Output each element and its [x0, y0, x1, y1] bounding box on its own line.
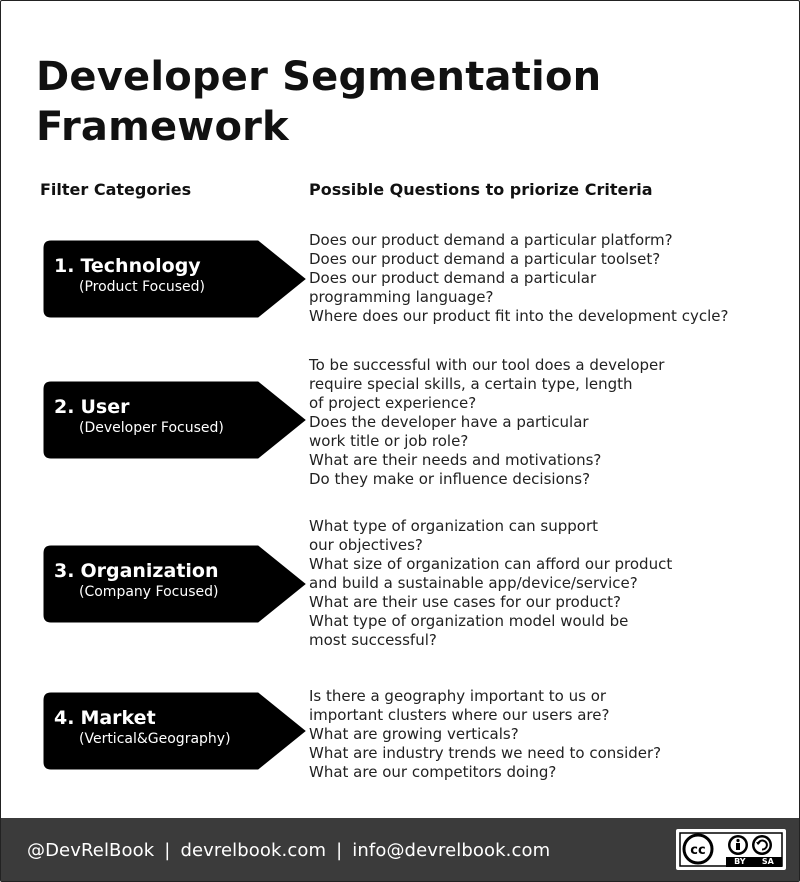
website-link[interactable]: devrelbook.com	[180, 840, 327, 861]
category-subtitle: (Developer Focused)	[79, 420, 224, 436]
twitter-handle-link[interactable]: @DevRelBook	[27, 840, 155, 861]
category-market	[43, 692, 306, 770]
footer	[1, 818, 799, 881]
footer-separator: |	[164, 840, 171, 861]
email-link[interactable]: info@devrelbook.com	[352, 840, 551, 861]
category-name: 4. Market	[54, 707, 156, 729]
cc-sa-label: SA	[761, 857, 774, 866]
category-technology	[43, 240, 306, 318]
category-subtitle: (Vertical&Geography)	[79, 731, 231, 747]
category-number: 4.	[54, 707, 75, 729]
category-number: 2.	[54, 396, 75, 418]
category-name: 1. Technology	[54, 255, 201, 277]
cc-glyph: cc	[690, 843, 706, 858]
category-number: 1.	[54, 255, 75, 277]
question-line: Does our product demand a particular	[309, 269, 597, 287]
category-organization	[43, 545, 306, 623]
question-line: Does the developer have a particular	[309, 413, 589, 431]
category-name: 3. Organization	[54, 560, 219, 582]
question-line: What are their use cases for our product?	[309, 593, 621, 611]
question-line: What are their needs and motivations?	[309, 451, 602, 469]
page-title: Developer Segmentation Framework	[36, 54, 602, 150]
question-line: Does our product demand a particular toolset?	[309, 250, 661, 268]
category-number: 3.	[54, 560, 75, 582]
question-line: Does our product demand a particular platform?	[309, 231, 673, 249]
question-line: What type of organization can support	[309, 517, 599, 535]
questions-technology	[309, 231, 728, 326]
question-line: our objectives?	[309, 536, 423, 554]
question-line: To be successful with our tool does a developer	[309, 356, 665, 374]
questions-header: Possible Questions to priorize Criteria	[309, 180, 653, 199]
question-line: Where does our product fit into the development cycle?	[309, 307, 729, 325]
question-line: require special skills, a certain type, length	[309, 375, 633, 393]
questions-organization	[309, 517, 672, 650]
cc-labels	[726, 857, 782, 867]
footer-separator: |	[336, 840, 343, 861]
question-line: What type of organization model would be	[309, 612, 629, 630]
category-subtitle: (Product Focused)	[79, 279, 206, 295]
question-line: Is there a geography important to us or	[309, 687, 607, 705]
category-subtitle: (Company Focused)	[79, 584, 219, 600]
question-line: What size of organization can afford our product	[309, 555, 673, 573]
question-line: What are industry trends we need to consider?	[309, 744, 662, 762]
filter-categories-header: Filter Categories	[40, 180, 192, 199]
category-user	[43, 381, 306, 459]
question-line: most successful?	[309, 631, 437, 649]
category-name: 2. User	[54, 396, 130, 418]
question-line: work title or job role?	[309, 432, 469, 450]
question-line: important clusters where our users are?	[309, 706, 610, 724]
questions-market	[309, 687, 661, 782]
cc-license-badge	[676, 829, 786, 870]
questions-user	[309, 356, 664, 489]
question-line: Do they make or influence decisions?	[309, 470, 591, 488]
question-line: of project experience?	[309, 394, 477, 412]
cc-by-label: BY	[734, 857, 746, 866]
question-line: What are our competitors doing?	[309, 763, 557, 781]
question-line: programming language?	[309, 288, 494, 306]
question-line: What are growing verticals?	[309, 725, 519, 743]
footer-contact	[27, 840, 550, 861]
question-line: and build a sustainable app/device/service?	[309, 574, 638, 592]
